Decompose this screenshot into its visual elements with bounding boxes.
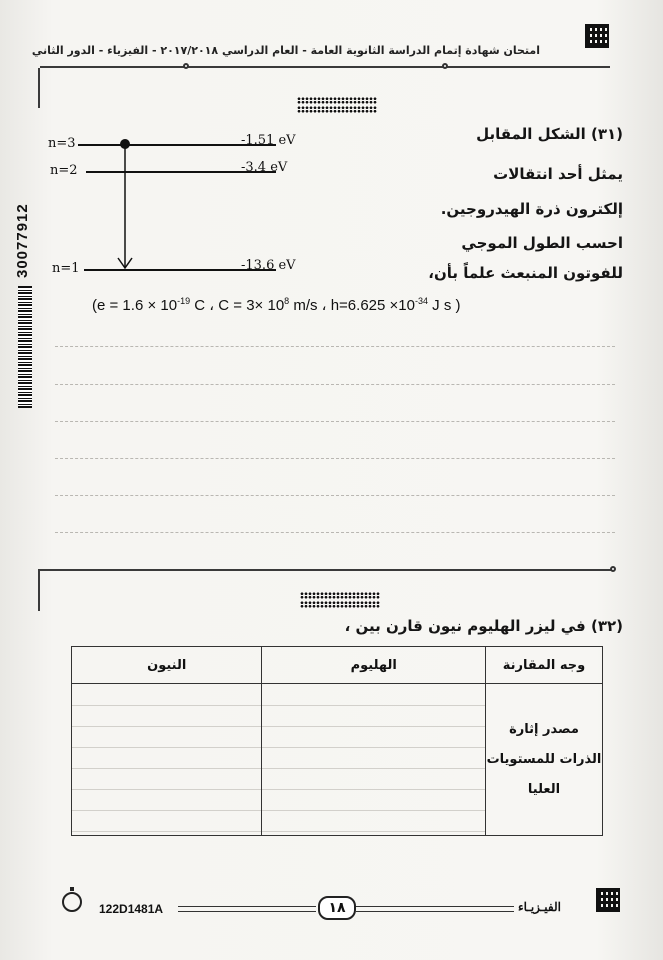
section-dots-icon — [297, 97, 377, 104]
q31-line-3: إلكترون ذرة الهيدروجين. — [440, 200, 623, 218]
stopwatch-icon — [62, 892, 82, 912]
footer-rule — [356, 906, 514, 912]
section-dots-icon — [297, 106, 377, 113]
side-code: 30077912 — [14, 203, 31, 278]
header-comparison-aspect: وجه المقارنة — [486, 647, 603, 684]
given-constants — [92, 296, 460, 314]
q31-line-2: يمثل أحد انتقالات — [493, 165, 623, 183]
energy-value-n3: -1.51 eV — [241, 133, 296, 148]
side-barcode-icon — [18, 286, 32, 408]
qr-code-icon — [585, 24, 609, 48]
stopwatch-crown — [70, 887, 74, 891]
row-label-line: الذرات للمستويات — [486, 751, 602, 767]
header-neon: النيون — [72, 647, 262, 684]
answer-line[interactable] — [55, 458, 615, 459]
section-divider — [40, 569, 615, 571]
q31-line-4: احسب الطول الموجي — [461, 234, 623, 252]
speed-of-light: C = 3× 10 — [218, 297, 285, 314]
answer-line[interactable] — [55, 384, 615, 385]
row-label-excitation-source — [486, 684, 603, 836]
section-dots-icon — [300, 592, 380, 599]
left-bracket-line — [38, 68, 40, 108]
speed-of-light-unit: m/s ، — [289, 297, 331, 314]
level-label-n2: n=2 — [50, 163, 78, 178]
section-dots-icon — [300, 601, 380, 608]
transition-arrow-icon — [114, 144, 138, 272]
section-divider-dot — [610, 566, 616, 572]
answer-line[interactable] — [55, 495, 615, 496]
left-bracket-line — [38, 569, 40, 611]
header-rule — [40, 66, 610, 68]
footer-code: 122D1481A — [99, 902, 164, 916]
answer-line[interactable] — [55, 421, 615, 422]
header-rule-dot — [183, 63, 189, 69]
electron-charge-exponent: -19 — [177, 296, 191, 306]
row-label-line: مصدر إثارة — [509, 721, 579, 737]
table-header-row — [72, 647, 603, 684]
electron-charge-unit: C ، — [190, 297, 219, 314]
helium-answer-cell[interactable] — [262, 684, 486, 836]
header-title: امتحان شهادة إتمام الدراسة الثانوية العامة - العام الدراسي ٢٠١٧/٢٠١٨ - الفيزياء - الدور الثاني — [31, 44, 540, 57]
answer-line[interactable] — [55, 346, 615, 347]
speed-of-light-exponent: 8 — [284, 296, 290, 306]
footer-rule — [178, 906, 316, 912]
energy-value-n2: -3.4 eV — [241, 160, 288, 175]
level-label-n3: n=3 — [48, 136, 76, 151]
q31-line-5: للفوتون المنبعث علماً بأن، — [428, 264, 623, 282]
comparison-table — [71, 646, 603, 836]
answer-line[interactable] — [55, 532, 615, 533]
q31-line-1: (٣١) الشكل المقابل — [476, 125, 623, 143]
page-number: ١٨ — [318, 896, 356, 920]
planck-constant-exponent: -34 — [414, 296, 428, 306]
table-row — [72, 684, 603, 836]
row-label-line: العليا — [527, 781, 561, 797]
qr-code-icon — [596, 888, 620, 912]
formula-open: ( — [92, 297, 97, 314]
header-rule-dot — [442, 63, 448, 69]
energy-level-diagram — [44, 125, 314, 285]
planck-constant-unit: J s ) — [427, 297, 461, 314]
neon-answer-cell[interactable] — [72, 684, 262, 836]
level-label-n1: n=1 — [52, 261, 80, 276]
header-helium: الهليوم — [262, 647, 486, 684]
energy-value-n1: -13.6 eV — [241, 258, 296, 273]
electron-charge: e = 1.6 × 10 — [97, 297, 178, 314]
footer-subject: الفيـزيـاء — [518, 900, 561, 914]
q32-title: (٣٢) في ليزر الهليوم نيون قارن بين ، — [344, 617, 623, 635]
planck-constant: h=6.625 ×10 — [330, 297, 415, 314]
